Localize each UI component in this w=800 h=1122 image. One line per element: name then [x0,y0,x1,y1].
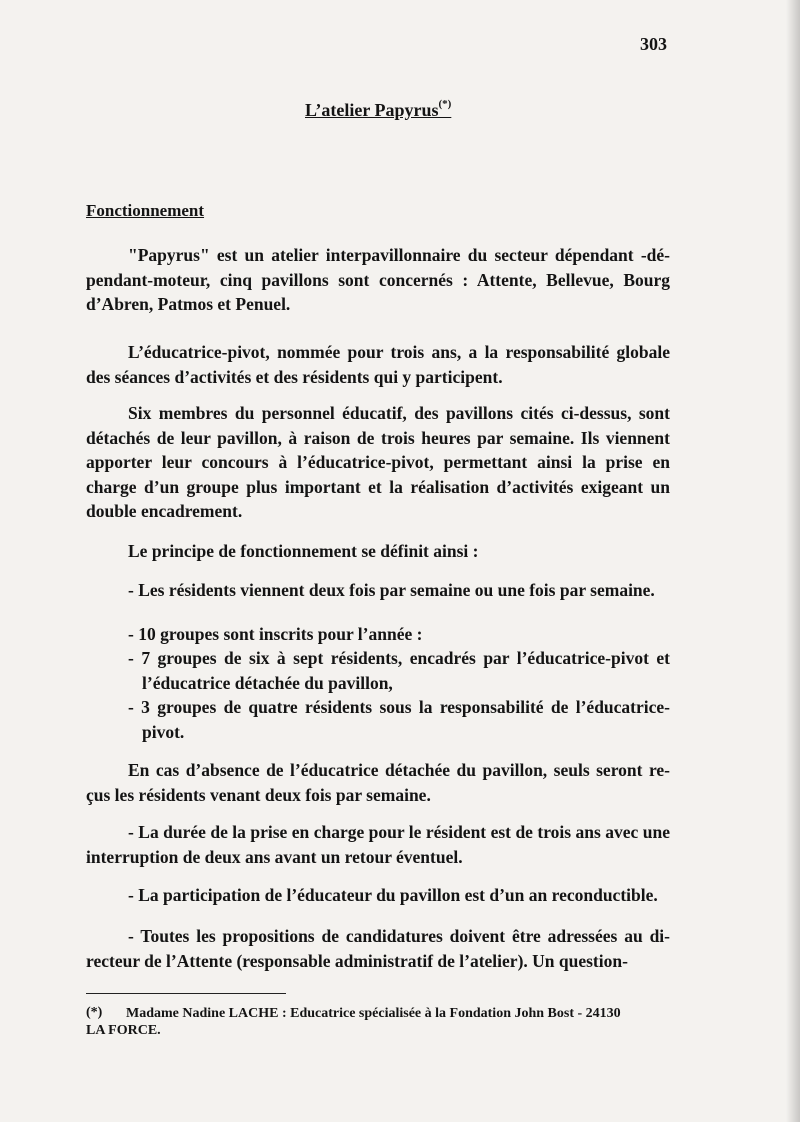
title-text: L’atelier Papyrus [305,100,439,120]
paragraph-duree: - La durée de la prise en charge pour le résident est de trois ans avec une interruption de deux ans avant un retour éventuel. [86,822,670,867]
footnote-divider [86,993,286,994]
paragraph-personnel: Six membres du personnel éducatif, des pavillons cités ci-dessus, sont détachés de leur pavillon, à raison de trois heures par semaine. Ils viennent apporter leur concours à l’éducatrice-pivot, permettant ainsi la prise en charge d’un groupe plus important et la réalisation d’activités exigeant un double encadrement. [86,403,670,521]
paragraph-intro: "Papyrus" est un atelier interpavillonnaire du secteur dépendant -dé-pendant-moteur, cinq pavillons sont concernés : Attente, Bellevue, Bourg d’Abren, Patmos et Penuel. [86,245,670,314]
paragraph-groupes: - 10 groupes sont inscrits pour l’année : [128,624,423,644]
list-item-three-groups: - 3 groupes de quatre résidents sous la responsabilité de l’éducatrice-pivot. [128,697,670,742]
paragraph-frequence: - Les résidents viennent deux fois par semaine ou une fois par semaine. [128,580,655,600]
list-item-seven-groups: - 7 groupes de six à sept résidents, encadrés par l’éducatrice-pivot et l’éducatrice détachée du pavillon, [128,648,670,693]
footnote-line-1: Madame Nadine LACHE : Educatrice spécialisée à la Fondation John Bost - 24130 [126,1006,621,1021]
section-heading: Fonctionnement [86,201,205,220]
page-number: 303 [640,34,667,54]
paragraph-candidatures: - Toutes les propositions de candidatures doivent être adressées au di-recteur de l’Attente (responsable administratif de l’atelier). Un question- [86,926,670,971]
paragraph-absence: En cas d’absence de l’éducatrice détachée du pavillon, seuls seront re-çus les résidents venant deux fois par semaine. [86,760,670,805]
title-footnote-mark: (*) [438,98,452,110]
paragraph-participation: - La participation de l’éducateur du pavillon est d’un an reconductible. [128,885,658,905]
footnote-mark: (*) [86,1005,103,1020]
page-title [305,100,451,121]
paragraph-principe: Le principe de fonctionnement se définit ainsi : [128,541,479,561]
paragraph-educatrice-pivot: L’éducatrice-pivot, nommée pour trois ans, a la responsabilité globale des séances d’activités et des résidents qui y participent. [86,342,670,387]
footnote-line-2: LA FORCE. [86,1023,161,1038]
